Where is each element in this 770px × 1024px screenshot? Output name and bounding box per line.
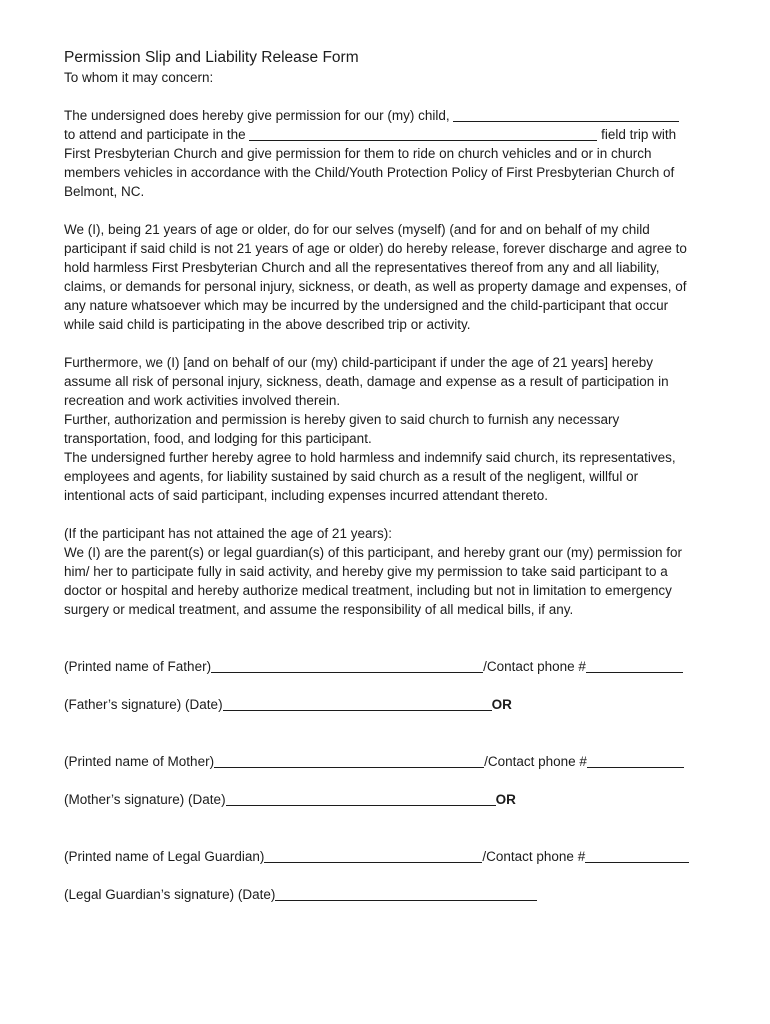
para3-line: The undersigned further hereby agree to hold harmless and indemnify said church, its representatives,: [64, 450, 676, 465]
release-paragraph: [64, 220, 704, 334]
guardian-phone-label: /Contact phone #: [482, 849, 586, 864]
para3-line: employees and agents, for liability sustained by said church as a result of the negligent, willful or: [64, 469, 639, 484]
para4-line: him/ her to participate fully in said activity, and hereby give my permission to take said participant to a: [64, 564, 668, 579]
mother-name-row: [64, 752, 704, 771]
para1-line2: to attend and participate in the: [64, 127, 250, 142]
para3-line: recreation and work activities involved therein.: [64, 393, 341, 408]
guardian-signature-row: [64, 885, 704, 904]
para2-line: We (I), being 21 years of age or older, do for our selves (myself) (and for and on behalf of my child: [64, 222, 650, 237]
mother-signature-field[interactable]: [226, 793, 496, 806]
guardian-name-row: [64, 847, 704, 866]
salutation: To whom it may concern:: [64, 70, 214, 85]
guardian-paragraph: [64, 524, 704, 619]
risk-paragraph: [64, 353, 704, 505]
guardian-phone-field[interactable]: [585, 850, 689, 863]
para2-line: claims, or demands for personal injury, sickness, or death, as well as property damage and expenses, of: [64, 279, 687, 294]
permission-paragraph: [64, 106, 704, 201]
father-phone-field[interactable]: [586, 660, 683, 673]
para3-line: Further, authorization and permission is hereby given to said church to furnish any necessary: [64, 412, 620, 427]
father-signature-label: (Father’s signature) (Date): [64, 697, 223, 712]
para4-line: (If the participant has not attained the age of 21 years):: [64, 526, 392, 541]
mother-name-label: (Printed name of Mother): [64, 754, 215, 769]
father-phone-label: /Contact phone #: [483, 659, 586, 674]
para3-line: transportation, food, and lodging for this participant.: [64, 431, 372, 446]
para2-line: while said child is participating in the above described trip or activity.: [64, 317, 471, 332]
guardian-name-label: (Printed name of Legal Guardian): [64, 849, 265, 864]
guardian-name-field[interactable]: [264, 850, 482, 863]
father-name-field[interactable]: [211, 660, 483, 673]
para2-line: hold harmless First Presbyterian Church and all the representatives thereof from any and all liability,: [64, 260, 660, 275]
form-title: Permission Slip and Liability Release Form: [64, 49, 359, 66]
mother-phone-field[interactable]: [587, 755, 684, 768]
or-label: OR: [491, 697, 512, 712]
or-label: OR: [495, 792, 516, 807]
para1-line1: The undersigned does hereby give permission for our (my) child,: [64, 108, 454, 123]
para4-line: We (I) are the parent(s) or legal guardian(s) of this participant, and hereby grant our (my) permission for: [64, 545, 683, 560]
para4-line: doctor or hospital and hereby authorize medical treatment, including but not in limitation to emergency: [64, 583, 672, 598]
para3-line: intentional acts of said participant, including expenses incurred attendant thereto.: [64, 488, 549, 503]
mother-phone-label: /Contact phone #: [484, 754, 587, 769]
release-form: [64, 48, 704, 904]
father-signature-field[interactable]: [223, 698, 492, 711]
para3-line: assume all risk of personal injury, sickness, death, damage and expense as a result of participation in: [64, 374, 669, 389]
para3-line: Furthermore, we (I) [and on behalf of our (my) child-participant if under the age of 21 years] hereby: [64, 355, 654, 370]
child-name-field[interactable]: [453, 109, 679, 122]
para1-line2-end: field trip with: [597, 127, 677, 142]
para1-line5: Belmont, NC.: [64, 184, 145, 199]
para4-line: surgery or medical treatment, and assume the responsibility of all medical bills, if any.: [64, 602, 574, 617]
para1-line3: First Presbyterian Church and give permission for them to ride on church vehicles and or in church: [64, 146, 652, 161]
guardian-signature-field[interactable]: [275, 888, 537, 901]
guardian-signature-label: (Legal Guardian’s signature) (Date): [64, 887, 276, 902]
mother-signature-row: [64, 790, 704, 809]
trip-name-field[interactable]: [249, 128, 597, 141]
father-name-label: (Printed name of Father): [64, 659, 212, 674]
para1-line4: members vehicles in accordance with the Child/Youth Protection Policy of First Presbyterian Church of: [64, 165, 675, 180]
mother-name-field[interactable]: [214, 755, 484, 768]
mother-signature-label: (Mother’s signature) (Date): [64, 792, 226, 807]
father-name-row: [64, 657, 704, 676]
father-signature-row: [64, 695, 704, 714]
para2-line: participant if said child is not 21 years of age or older) do hereby release, forever discharge and agree to: [64, 241, 687, 256]
para2-line: any nature whatsoever which may be incurred by the undersigned and the child-participant that occur: [64, 298, 669, 313]
